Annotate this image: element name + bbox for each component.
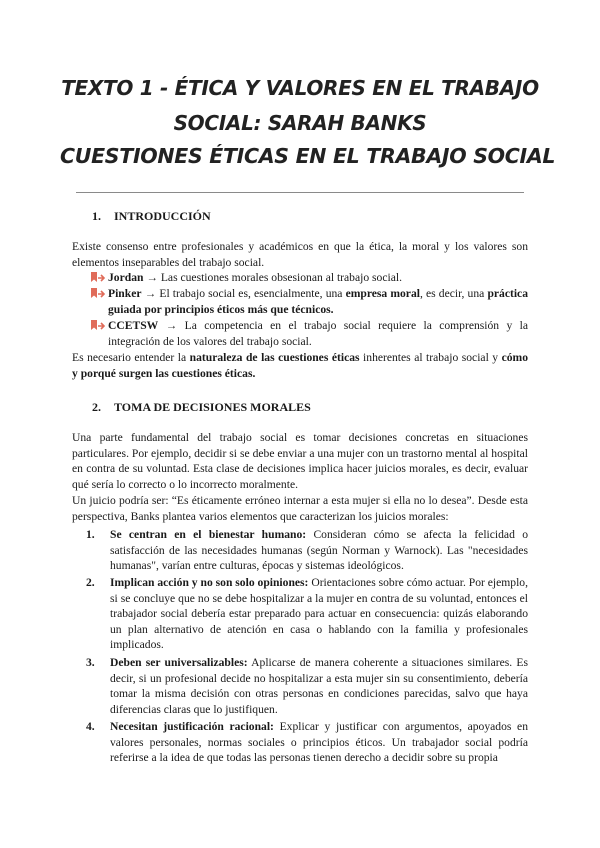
document-subtitle: CUESTIONES ÉTICAS EN EL TRABAJO SOCIAL xyxy=(60,144,556,168)
bullet-text: La competencia en el trabajo social requiere la comprensión y la integración de los valores del trabajo social. xyxy=(108,319,528,348)
bold-phrase: naturaleza de las cuestiones éticas xyxy=(189,351,360,364)
list-item-title: Necesitan justificación racional: xyxy=(110,720,274,733)
moral-judgment-paragraph: Un juicio podría ser: “Es éticamente erróneo internar a esta mujer si ella no lo desea”. Desde esta perspectiva, Banks plantea varios elementos que caracterizan los juicios morales: xyxy=(72,494,528,523)
section-title: TOMA DE DECISIONES MORALES xyxy=(114,400,311,414)
list-item xyxy=(90,270,528,286)
paragraph-text-continued: inherentes al trabajo social y xyxy=(363,351,499,364)
section-number: 1. xyxy=(92,209,101,223)
list-item-text: Consideran cómo se afecta la felicidad o satisfacción de las necesidades humanas (según Norman y Warnock). Las "necesidades humanas", varían entre culturas, épocas y sistemas ideológicos. xyxy=(110,528,528,573)
intro-paragraph: Existe consenso entre profesionales y académicos en que la ética, la moral y los valores son elementos inseparables del trabajo social. xyxy=(72,240,528,269)
bookmark-arrow-icon xyxy=(90,287,105,301)
list-item-text: Orientaciones sobre cómo actuar. Por ejemplo, si se concluye que no se debe hospitalizar a la mujer en contra de su voluntad, entonces el trabajador social debería estar preparado para actuar en consecuencia: quizás elaborando un plan alternativo de atención en casa o hablando con la familia y profesionales implicados. xyxy=(110,576,528,652)
list-item-text: Aplicarse de manera coherente a situaciones similares. Es decir, si un profesional decide no hospitalizar a esta mujer sin su consentimiento, debería tomar la misma decisión con otras personas en condiciones parecidas, salvo que haya diferencias claras que lo justifiquen. xyxy=(110,656,528,716)
bullet-text-continued: , es decir, una xyxy=(419,287,485,300)
section-heading-introduccion xyxy=(92,209,211,224)
section-heading-toma-de-decisiones xyxy=(92,400,311,415)
section-number: 2. xyxy=(92,400,101,414)
document-title-line-1: TEXTO 1 - ÉTICA Y VALORES EN EL TRABAJO xyxy=(61,76,539,100)
intro-closing-paragraph xyxy=(72,350,528,381)
bullet-bold-phrase: práctica guiada por principios éticos más que técnicos. xyxy=(108,287,528,316)
bookmark-arrow-icon xyxy=(90,271,105,285)
bullet-arrow: → xyxy=(165,319,178,332)
bullet-author: CCETSW xyxy=(108,319,159,332)
list-number: 4. xyxy=(86,720,95,733)
decisions-paragraph: Una parte fundamental del trabajo social es tomar decisiones concretas en situaciones particulares. Por ejemplo, decidir si se debe enviar a una mujer con un trastorno mental al hospital en contra de su voluntad. Esta clase de decisiones implica hacer juicios morales, es decir, evaluar qué sería lo correcto o lo incorrecto moralmente. xyxy=(72,431,528,491)
bullet-author: Pinker xyxy=(108,287,142,300)
list-item-title: Deben ser universalizables: xyxy=(110,656,248,669)
bookmark-arrow-icon xyxy=(90,319,105,333)
list-item-text: Explicar y justificar con argumentos, apoyados en valores personales, normas sociales o principios éticos. Un trabajador social podría referirse a la idea de que todas las personas tienen derecho a decidir sobre su propia xyxy=(110,720,528,765)
list-item xyxy=(86,719,528,766)
list-number: 2. xyxy=(86,576,95,589)
section-title: INTRODUCCIÓN xyxy=(114,209,211,223)
bullet-bold-term: empresa moral xyxy=(345,287,420,300)
list-number: 3. xyxy=(86,656,95,669)
list-item xyxy=(86,655,528,717)
list-item xyxy=(90,318,528,349)
bullet-author: Jordan xyxy=(108,271,144,284)
list-number: 1. xyxy=(86,528,95,541)
document-title-line-2: SOCIAL: SARAH BANKS xyxy=(173,111,427,135)
bullet-text: El trabajo social es, esencialmente, una xyxy=(159,287,343,300)
bullet-arrow: → xyxy=(146,271,158,284)
list-item xyxy=(90,286,528,317)
bullet-arrow: → xyxy=(144,287,157,300)
list-item-title: Se centran en el bienestar humano: xyxy=(110,528,307,541)
title-divider xyxy=(76,192,524,193)
bold-phrase-2: cómo y porqué surgen las cuestiones éticas. xyxy=(72,351,529,380)
list-item xyxy=(86,575,528,653)
bullet-text: Las cuestiones morales obsesionan al trabajo social. xyxy=(160,271,402,284)
list-item-title: Implican acción y no son solo opiniones: xyxy=(110,576,309,589)
paragraph-text: Es necesario entender la xyxy=(72,351,187,364)
list-item xyxy=(86,527,528,574)
